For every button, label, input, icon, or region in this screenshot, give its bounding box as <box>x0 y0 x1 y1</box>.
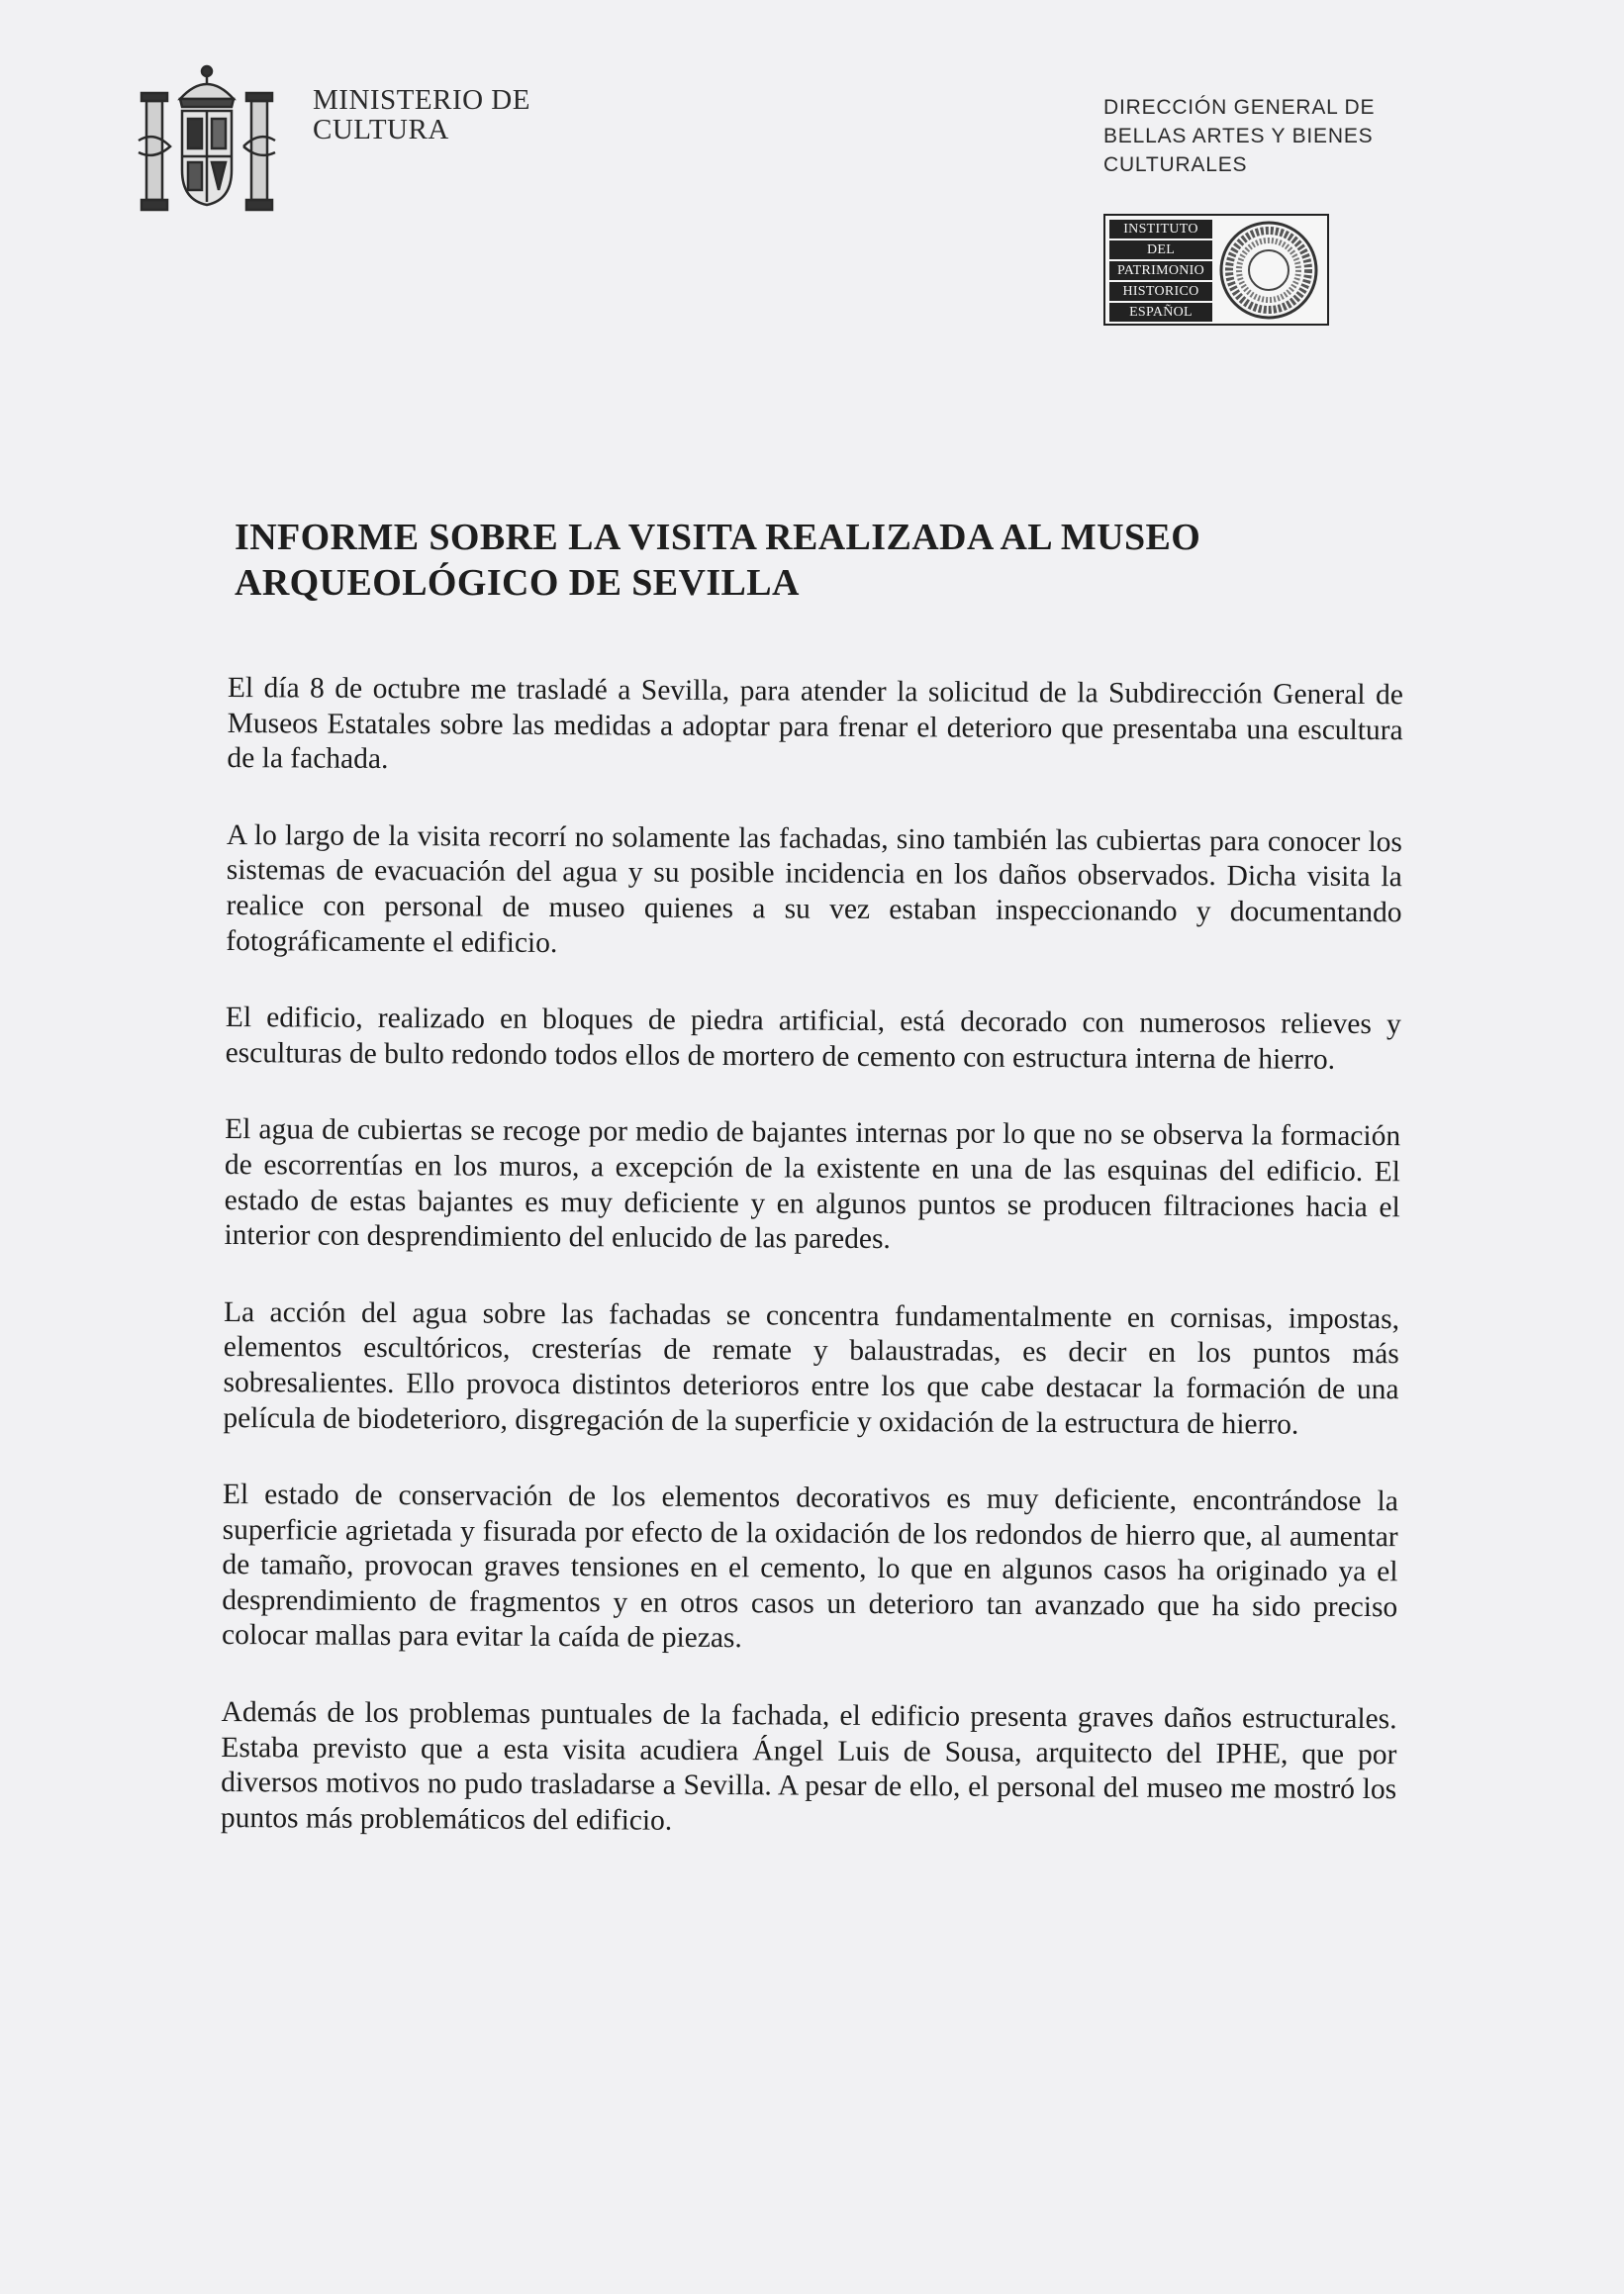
paragraph: El edificio, realizado en bloques de piedra artificial, está decorado con numerosos relieves y esculturas de bulto redondo todos ellos de mortero de cemento con estructura interna de hierro. <box>225 1002 1401 1076</box>
paragraph: A lo largo de la visita recorrí no solamente las fachadas, sino también las cubiertas para conocer los sistemas de evacuación del agua y su posible incidencia en los daños observados. Dicha visita la realice con personal de museo quienes a su vez estaban inspeccionando y documentando fotográficamente el edificio. <box>226 818 1403 959</box>
paragraph: Además de los problemas puntuales de la fachada, el edificio presenta graves daños estructurales. Estaba previsto que a esta visita acudiera Ángel Luis de Sousa, arquitecto del IPHE, que por diversos motivos no pudo trasladarse a Sevilla. A pesar de ello, el personal del museo me mostró los puntos más problemáticos del edificio. <box>220 1696 1397 1837</box>
direccion-general <box>1103 93 1375 179</box>
paragraph: El estado de conservación de los elementos decorativos es muy deficiente, encontrándose la superficie agrietada y fisurada por efecto de la oxidación de los redondos de hierro que, al aumentar de tamaño, provocan graves tensiones en el cemento, lo que en algunos casos ha originado ya el desprendimiento de fragmentos y en otros casos un deterioro tan avanzado que ha sido preciso colocar mallas para evitar la caída de piezas. <box>221 1479 1398 1655</box>
iphe-word: INSTITUTO <box>1109 220 1212 239</box>
spain-coat-of-arms-icon <box>133 61 281 220</box>
ministry-line-1: MINISTERIO DE <box>313 84 530 116</box>
iphe-word: PATRIMONIO <box>1109 261 1212 280</box>
paragraph: El día 8 de octubre me trasladé a Sevilla, para atender la solicitud de la Subdirección General de Museos Estatales sobre las medidas a adoptar para frenar el deterioro que presentaba una escultura de la fachada. <box>227 672 1403 776</box>
title-line-2: ARQUEOLÓGICO DE SEVILLA <box>235 562 800 604</box>
iphe-seal-icon <box>1216 218 1321 323</box>
title-line-1: INFORME SOBRE LA VISITA REALIZADA AL MUSEO <box>235 517 1201 558</box>
report-body <box>221 671 1403 1885</box>
direccion-line-1: DIRECCIÓN GENERAL DE <box>1103 96 1376 119</box>
iphe-word: HISTORICO <box>1109 282 1212 301</box>
ministry-line-2: CULTURA <box>313 114 449 145</box>
ministry-name <box>313 85 530 144</box>
direccion-line-2: BELLAS ARTES Y BIENES <box>1103 125 1374 147</box>
report-title <box>235 515 1422 606</box>
iphe-logo-words <box>1109 220 1212 324</box>
paragraph: El agua de cubiertas se recoge por medio de bajantes internas por lo que no se observa la formación de escorrentías en los muros, a excepción de la existente en una de las esquinas del edificio. El estado de estas bajantes es muy deficiente y en algunos puntos se producen filtraciones hacia el interior con desprendimiento del enlucido de las paredes. <box>224 1113 1401 1256</box>
iphe-word: ESPAÑOL <box>1109 303 1212 322</box>
direccion-line-3: CULTURALES <box>1103 153 1248 176</box>
paragraph: La acción del agua sobre las fachadas se concentra fundamentalmente en cornisas, impostas, elementos escultóricos, cresterías de remate y balaustradas, es decir en los puntos más sobresalientes. Ello provoca distintos deterioros entre los que cabe destacar la formación de una película de biodeterioro, disgregación de la superficie y oxidación de la estructura de hierro. <box>223 1295 1400 1441</box>
iphe-word: DEL <box>1109 240 1212 259</box>
iphe-logo <box>1103 214 1329 326</box>
